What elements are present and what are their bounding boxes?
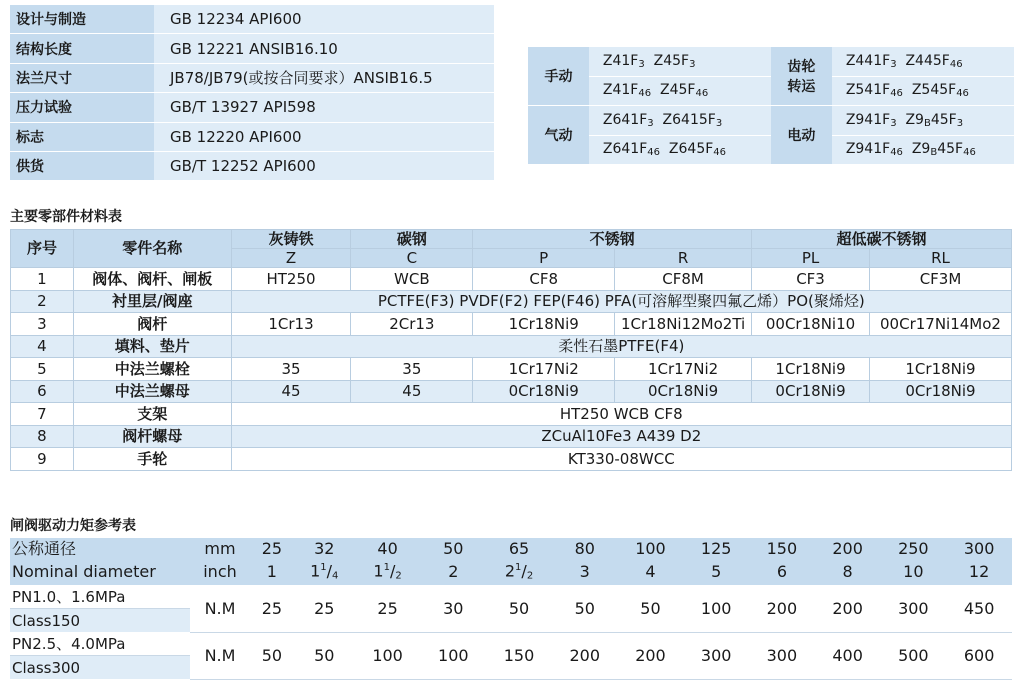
standard-label: 设计与制造 xyxy=(10,5,154,34)
header-no: 序号 xyxy=(11,230,74,268)
standard-value: GB 12220 API600 xyxy=(154,122,494,151)
standard-label: 供货 xyxy=(10,151,154,180)
size-inch: 4 xyxy=(618,558,684,585)
torque-unit: N.M xyxy=(190,585,250,632)
header-carbon-steel: 碳钢 xyxy=(351,230,473,249)
materials-table xyxy=(10,229,1012,471)
material-row xyxy=(11,380,1012,403)
part-name: 填料、垫片 xyxy=(73,335,231,358)
material-cell: 1Cr17Ni2 xyxy=(473,358,615,381)
torque-value: 100 xyxy=(420,632,486,679)
size-mm: 65 xyxy=(486,538,552,558)
standard-value: GB 12221 ANSIB16.10 xyxy=(154,34,494,63)
size-inch: $2^1/_2$ xyxy=(486,558,552,585)
header-name: 零件名称 xyxy=(73,230,231,268)
torque-table xyxy=(10,538,1012,680)
material-span: 柔性石墨PTFE(F4) xyxy=(231,335,1011,358)
part-name: 中法兰螺母 xyxy=(73,380,231,403)
row-number: 6 xyxy=(11,380,74,403)
part-name: 阀杆螺母 xyxy=(73,425,231,448)
torque-value: 300 xyxy=(880,585,946,632)
standard-value: GB/T 13927 API598 xyxy=(154,93,494,122)
pressure-class-ansi: Class150 xyxy=(10,609,190,633)
size-inch: 8 xyxy=(815,558,881,585)
size-inch: 10 xyxy=(880,558,946,585)
torque-row xyxy=(10,632,1012,656)
torque-unit: N.M xyxy=(190,632,250,679)
row-number: 2 xyxy=(11,290,74,313)
material-cell: 00Cr17Ni14Mo2 xyxy=(870,313,1012,336)
material-cell: 35 xyxy=(351,358,473,381)
material-cell: 0Cr18Ni9 xyxy=(752,380,870,403)
material-span: KT330-08WCC xyxy=(231,448,1011,471)
material-span: ZCuAl10Fe3 A439 D2 xyxy=(231,425,1011,448)
standard-row xyxy=(10,34,494,63)
part-name: 支架 xyxy=(73,403,231,426)
torque-value: 50 xyxy=(250,632,294,679)
material-cell: 35 xyxy=(231,358,351,381)
size-inch: 6 xyxy=(749,558,815,585)
model-table xyxy=(528,47,1014,165)
torque-value: 25 xyxy=(355,585,421,632)
model-cell: $Z41F_3$ $Z45F_3$ xyxy=(589,47,771,76)
material-cell: 0Cr18Ni9 xyxy=(870,380,1012,403)
model-cell: $Z41F_{46}$ $Z45F_{46}$ xyxy=(589,76,771,106)
torque-value: 200 xyxy=(815,585,881,632)
row-number: 3 xyxy=(11,313,74,336)
pressure-class-ansi: Class300 xyxy=(10,656,190,680)
torque-title: 闸阀驱动力矩参考表 xyxy=(10,518,136,534)
gear-label: 齿轮 转运 xyxy=(771,47,832,106)
material-cell: WCB xyxy=(351,268,473,291)
material-code: PL xyxy=(752,249,870,268)
material-span: HT250 WCB CF8 xyxy=(231,403,1011,426)
standard-value: JB78/JB79(或按合同要求）ANSIB16.5 xyxy=(154,63,494,92)
material-cell: 1Cr18Ni9 xyxy=(752,358,870,381)
size-inch: 12 xyxy=(946,558,1012,585)
material-cell: 1Cr18Ni9 xyxy=(870,358,1012,381)
torque-value: 50 xyxy=(486,585,552,632)
model-cell: $Z941F_3$ $Z9_B45F_3$ xyxy=(832,106,1014,136)
standard-row xyxy=(10,5,494,34)
size-inch: 3 xyxy=(552,558,618,585)
model-cell: $Z541F_{46}$ $Z545F_{46}$ xyxy=(832,76,1014,106)
size-mm: 50 xyxy=(420,538,486,558)
model-cell: $Z641F_3$ $Z6415F_3$ xyxy=(589,106,771,136)
size-mm: 125 xyxy=(683,538,749,558)
torque-value: 25 xyxy=(294,585,355,632)
part-name: 阀体、阀杆、闸板 xyxy=(73,268,231,291)
row-number: 7 xyxy=(11,403,74,426)
material-code: C xyxy=(351,249,473,268)
pressure-class-pn: PN1.0、1.6MPa xyxy=(10,585,190,609)
nominal-diameter-en: Nominal diameter xyxy=(10,558,190,585)
row-number: 1 xyxy=(11,268,74,291)
manual-label: 手动 xyxy=(528,47,589,106)
size-mm: 300 xyxy=(946,538,1012,558)
model-cell: $Z441F_3$ $Z445F_{46}$ xyxy=(832,47,1014,76)
torque-value: 300 xyxy=(749,632,815,679)
materials-title: 主要零部件材料表 xyxy=(10,209,122,225)
header-ulc-stainless: 超低碳不锈钢 xyxy=(752,230,1012,249)
torque-value: 30 xyxy=(420,585,486,632)
torque-value: 25 xyxy=(250,585,294,632)
material-cell: 45 xyxy=(231,380,351,403)
material-row xyxy=(11,268,1012,291)
standard-row xyxy=(10,122,494,151)
material-row xyxy=(11,335,1012,358)
material-cell: CF3M xyxy=(870,268,1012,291)
standard-row xyxy=(10,151,494,180)
torque-value: 200 xyxy=(749,585,815,632)
size-mm: 100 xyxy=(618,538,684,558)
material-code: R xyxy=(615,249,752,268)
material-cell: CF3 xyxy=(752,268,870,291)
material-row xyxy=(11,425,1012,448)
pneumatic-label: 气动 xyxy=(528,106,589,165)
torque-value: 150 xyxy=(486,632,552,679)
size-mm: 150 xyxy=(749,538,815,558)
standard-label: 结构长度 xyxy=(10,34,154,63)
torque-value: 450 xyxy=(946,585,1012,632)
header-gray-iron: 灰铸铁 xyxy=(231,230,351,249)
size-inch: 2 xyxy=(420,558,486,585)
material-cell: 1Cr18Ni12Mo2Ti xyxy=(615,313,752,336)
material-cell: 1Cr13 xyxy=(231,313,351,336)
nominal-diameter-cn: 公称通径 xyxy=(10,538,190,558)
material-cell: 0Cr18Ni9 xyxy=(615,380,752,403)
material-code: P xyxy=(473,249,615,268)
model-cell: $Z641F_{46}$ $Z645F_{46}$ xyxy=(589,135,771,165)
torque-value: 200 xyxy=(552,632,618,679)
torque-value: 400 xyxy=(815,632,881,679)
size-mm: 250 xyxy=(880,538,946,558)
row-number: 8 xyxy=(11,425,74,448)
unit-inch: inch xyxy=(190,558,250,585)
material-row xyxy=(11,290,1012,313)
torque-value: 100 xyxy=(683,585,749,632)
part-name: 衬里层/阀座 xyxy=(73,290,231,313)
size-mm: 32 xyxy=(294,538,355,558)
size-inch: 5 xyxy=(683,558,749,585)
torque-value: 600 xyxy=(946,632,1012,679)
model-cell: $Z941F_{46}$ $Z9_B45F_{46}$ xyxy=(832,135,1014,165)
torque-row xyxy=(10,585,1012,609)
standard-label: 法兰尺寸 xyxy=(10,63,154,92)
size-inch: $1^1/_2$ xyxy=(355,558,421,585)
material-cell: CF8M xyxy=(615,268,752,291)
material-cell: CF8 xyxy=(473,268,615,291)
size-mm: 25 xyxy=(250,538,294,558)
standard-value: GB 12234 API600 xyxy=(154,5,494,34)
material-cell: 1Cr18Ni9 xyxy=(473,313,615,336)
standard-row xyxy=(10,63,494,92)
size-inch: 1 xyxy=(250,558,294,585)
material-code: Z xyxy=(231,249,351,268)
material-cell: 45 xyxy=(351,380,473,403)
torque-value: 50 xyxy=(294,632,355,679)
part-name: 阀杆 xyxy=(73,313,231,336)
standard-label: 压力试验 xyxy=(10,93,154,122)
torque-value: 50 xyxy=(552,585,618,632)
size-mm: 200 xyxy=(815,538,881,558)
material-cell: 1Cr17Ni2 xyxy=(615,358,752,381)
material-span: PCTFE(F3) PVDF(F2) FEP(F46) PFA(可溶解型聚四氟乙烯）PO(聚烯烃) xyxy=(231,290,1011,313)
material-cell: 2Cr13 xyxy=(351,313,473,336)
material-cell: HT250 xyxy=(231,268,351,291)
part-name: 中法兰螺栓 xyxy=(73,358,231,381)
material-row xyxy=(11,448,1012,471)
pressure-class-pn: PN2.5、4.0MPa xyxy=(10,632,190,656)
material-cell: 00Cr18Ni10 xyxy=(752,313,870,336)
row-number: 5 xyxy=(11,358,74,381)
size-inch: $1^1/_4$ xyxy=(294,558,355,585)
torque-value: 200 xyxy=(618,632,684,679)
size-mm: 40 xyxy=(355,538,421,558)
material-row xyxy=(11,358,1012,381)
size-mm: 80 xyxy=(552,538,618,558)
material-row xyxy=(11,313,1012,336)
row-number: 4 xyxy=(11,335,74,358)
standard-label: 标志 xyxy=(10,122,154,151)
torque-value: 500 xyxy=(880,632,946,679)
standards-table xyxy=(10,5,494,181)
material-row xyxy=(11,403,1012,426)
material-code: RL xyxy=(870,249,1012,268)
standard-value: GB/T 12252 API600 xyxy=(154,151,494,180)
unit-mm: mm xyxy=(190,538,250,558)
material-cell: 0Cr18Ni9 xyxy=(473,380,615,403)
row-number: 9 xyxy=(11,448,74,471)
standard-row xyxy=(10,93,494,122)
torque-value: 100 xyxy=(355,632,421,679)
torque-value: 50 xyxy=(618,585,684,632)
torque-value: 300 xyxy=(683,632,749,679)
header-stainless: 不锈钢 xyxy=(473,230,752,249)
electric-label: 电动 xyxy=(771,106,832,165)
part-name: 手轮 xyxy=(73,448,231,471)
